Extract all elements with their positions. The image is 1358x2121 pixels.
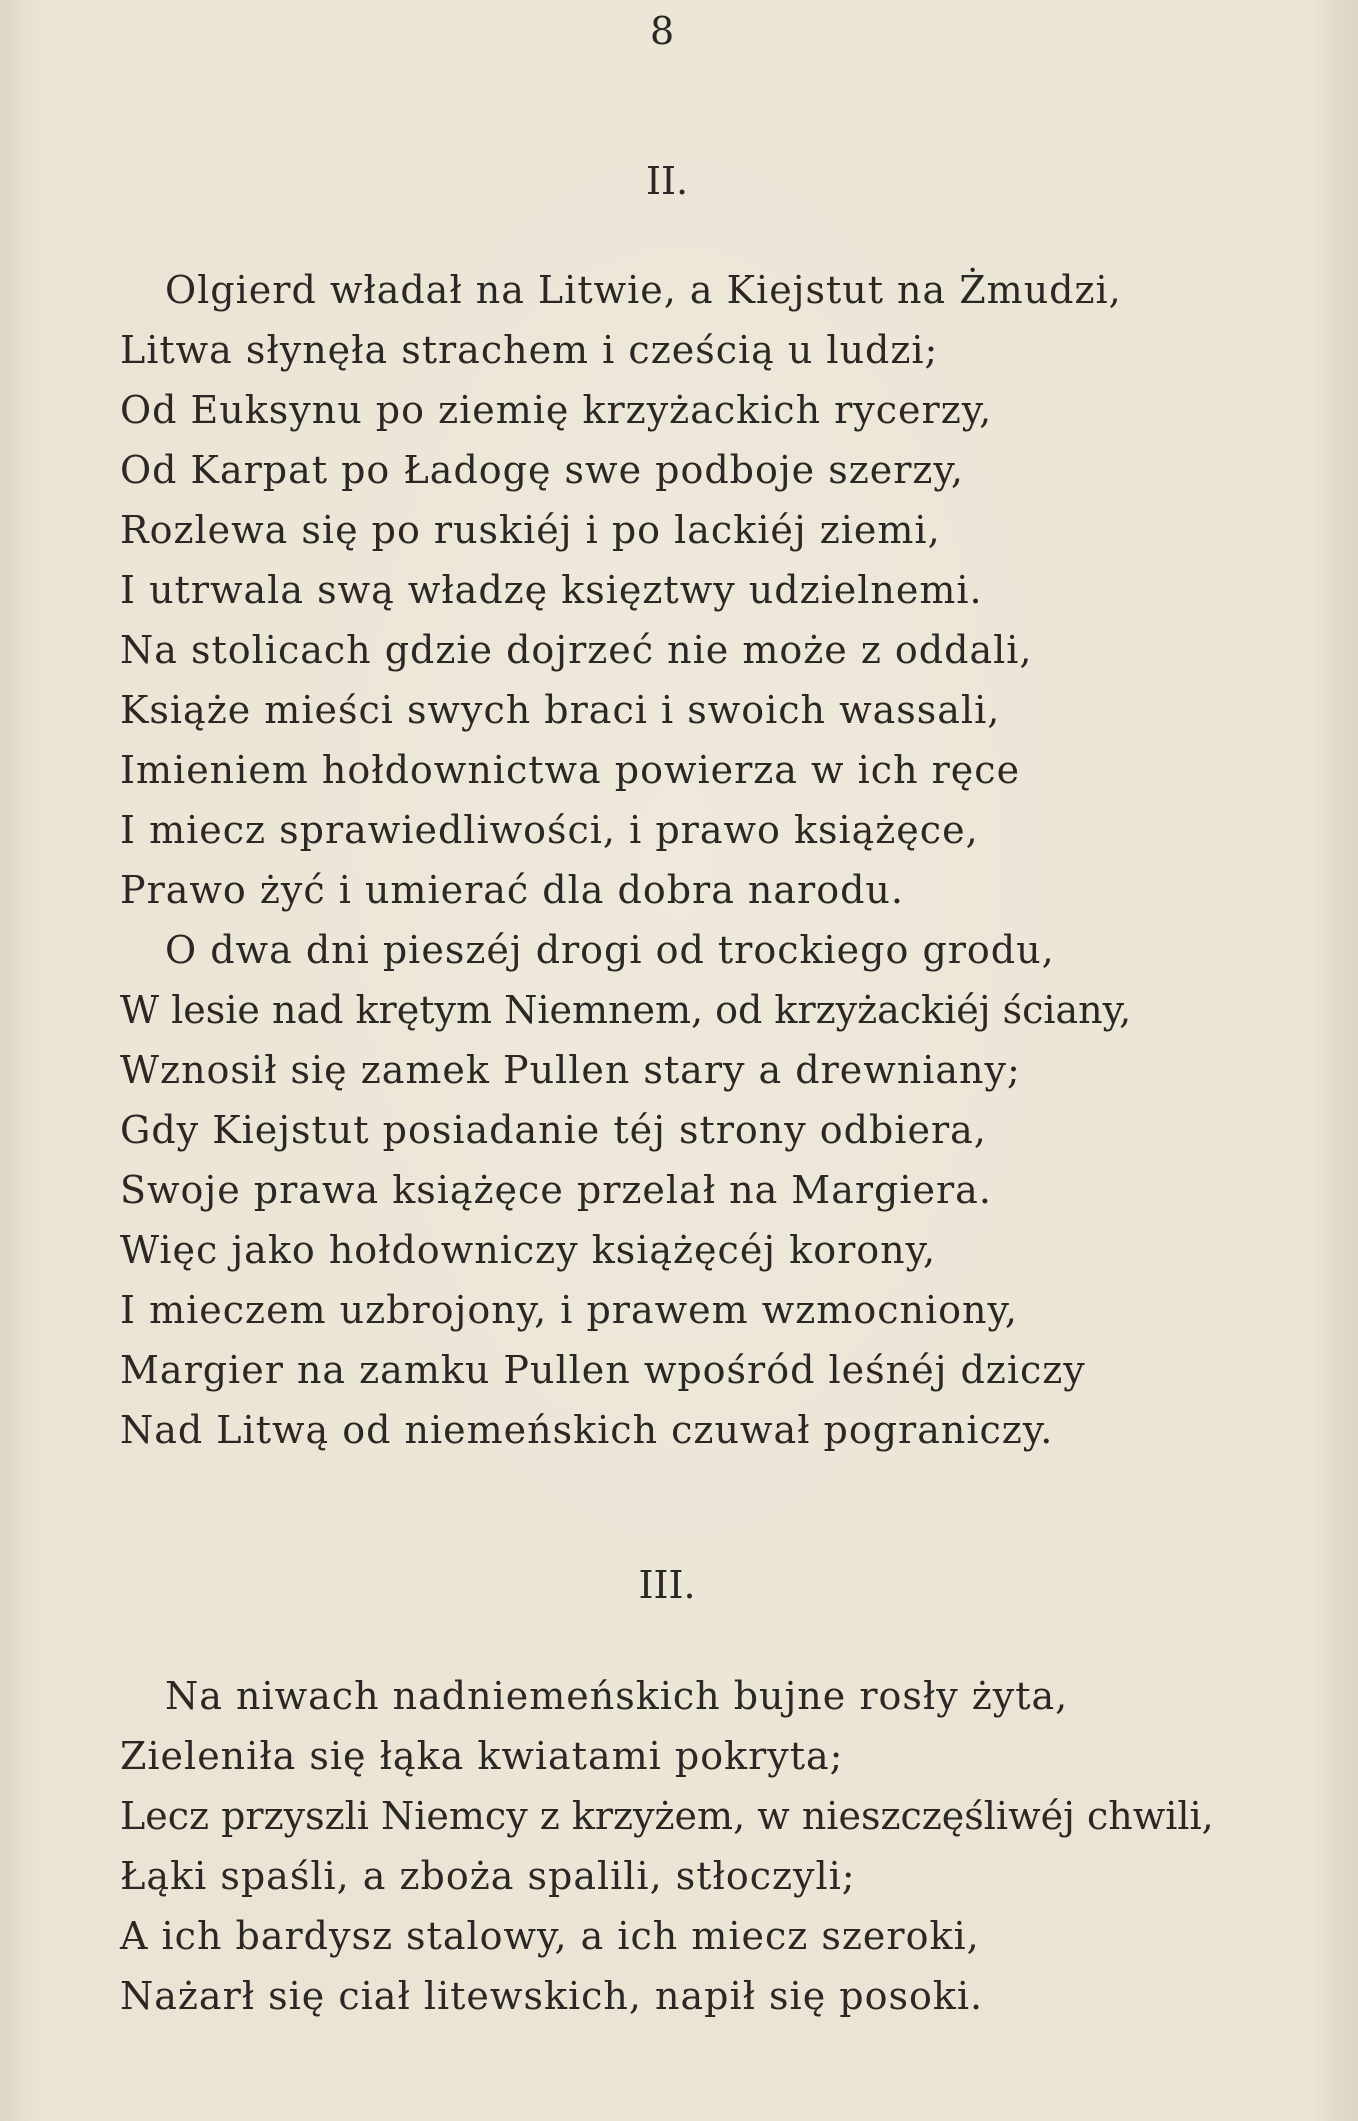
verse-line: O dwa dni pieszéj drogi od trockiego grodu, xyxy=(165,928,1055,972)
verse-line: Książe mieści swych braci i swoich wassali, xyxy=(120,688,1001,732)
verse-line: Na niwach nadniemeńskich bujne rosły żyta, xyxy=(165,1674,1069,1718)
verse-line: Prawo żyć i umierać dla dobra narodu. xyxy=(120,868,904,912)
verse-line: Gdy Kiejstut posiadanie téj strony odbiera, xyxy=(120,1108,987,1152)
verse-line: I mieczem uzbrojony, i prawem wzmocniony, xyxy=(120,1288,1018,1332)
verse-line: Litwa słynęła strachem i cześcią u ludzi; xyxy=(120,328,939,372)
verse-line: Nad Litwą od niemeńskich czuwał pograniczy. xyxy=(120,1408,1054,1452)
verse-line: Łąki spaśli, a zboża spalili, stłoczyli; xyxy=(120,1854,856,1898)
stanza-section-ii xyxy=(120,260,1131,1460)
verse-line: A ich bardysz stalowy, a ich miecz szeroki, xyxy=(120,1914,980,1958)
verse-line: Margier na zamku Pullen wpośród leśnéj dziczy xyxy=(120,1348,1086,1392)
verse-line: Olgierd władał na Litwie, a Kiejstut na Żmudzi, xyxy=(165,268,1122,312)
verse-line: Na stolicach gdzie dojrzeć nie może z oddali, xyxy=(120,628,1033,672)
verse-line: W lesie nad krętym Niemnem, od krzyżackiéj ściany, xyxy=(120,988,1132,1032)
verse-line: Rozlewa się po ruskiéj i po lackiéj ziemi, xyxy=(120,508,941,552)
verse-line: Więc jako hołdowniczy książęcéj korony, xyxy=(120,1228,937,1272)
verse-line: I miecz sprawiedliwości, i prawo książęce, xyxy=(120,808,979,852)
verse-line: Imieniem hołdownictwa powierza w ich ręce xyxy=(120,748,1021,792)
section-heading: III. xyxy=(638,1563,696,1607)
verse-line: Od Euksynu po ziemię krzyżackich rycerzy, xyxy=(120,388,993,432)
verse-line: Zieleniła się łąka kwiatami pokryta; xyxy=(120,1734,844,1778)
verse-line: Od Karpat po Ładogę swe podboje szerzy, xyxy=(120,448,964,492)
verse-line: Swoje prawa książęce przelał na Margiera. xyxy=(120,1168,992,1212)
verse-line: Nażarł się ciał litewskich, napił się posoki. xyxy=(120,1974,984,2018)
stanza-section-iii xyxy=(120,1666,1214,2026)
verse-line: Wznosił się zamek Pullen stary a drewniany; xyxy=(120,1048,1021,1092)
section-heading: II. xyxy=(645,159,689,203)
verse-line: Lecz przyszli Niemcy z krzyżem, w nieszczęśliwéj chwili, xyxy=(120,1794,1214,1838)
page-number: 8 xyxy=(650,9,675,53)
verse-line: I utrwala swą władzę księztwy udzielnemi. xyxy=(120,568,983,612)
